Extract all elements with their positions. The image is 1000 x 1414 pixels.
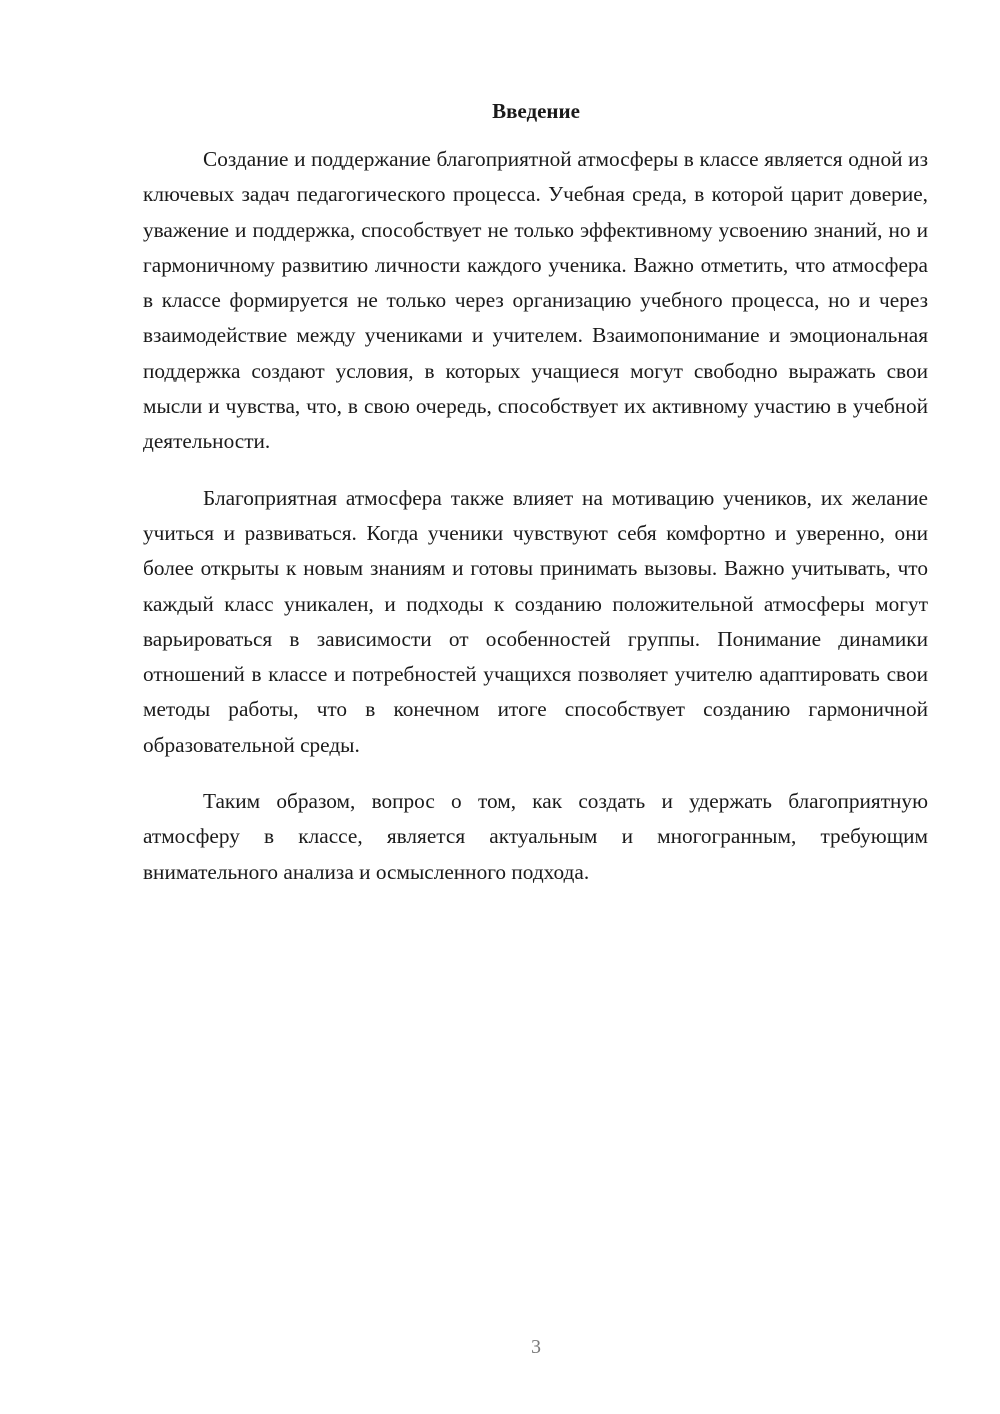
paragraph-1: Создание и поддержание благоприятной атмосферы в классе является одной из ключевых задач педагогического процесса. Учебная среда, в которой царит доверие, уважение и поддержка, способствует не только эффективному усвоению знаний, но и гармоничному развитию личности каждого ученика. Важно отметить, что атмосфера в классе формируется не только через организацию учебного процесса, но и через взаимодействие между учениками и учителем. Взаимопонимание и эмоциональная поддержка создают условия, в которых учащиеся могут свободно выражать свои мысли и чувства, что, в свою очередь, способствует их активному участию в учебной деятельности. [143,147,928,454]
paragraph-3: Таким образом, вопрос о том, как создать и удержать благоприятную атмосферу в классе, является актуальным и многогранным, требующим внимательного анализа и осмысленного подхода. [143,789,928,884]
paragraph-2: Благоприятная атмосфера также влияет на мотивацию учеников, их желание учиться и развиваться. Когда ученики чувствуют себя комфортно и уверенно, они более открыты к новым знаниям и готовы принимать вызовы. Важно учитывать, что каждый класс уникален, и подходы к созданию положительной атмосферы могут варьироваться в зависимости от особенностей группы. Понимание динамики отношений в классе и потребностей учащихся позволяет учителю адаптировать свои методы работы, что в конечном итоге способствует созданию гармоничной образовательной среды. [143,485,928,757]
body-text [143,142,928,911]
section-heading: Введение [492,99,580,123]
page-number: 3 [531,1336,541,1358]
